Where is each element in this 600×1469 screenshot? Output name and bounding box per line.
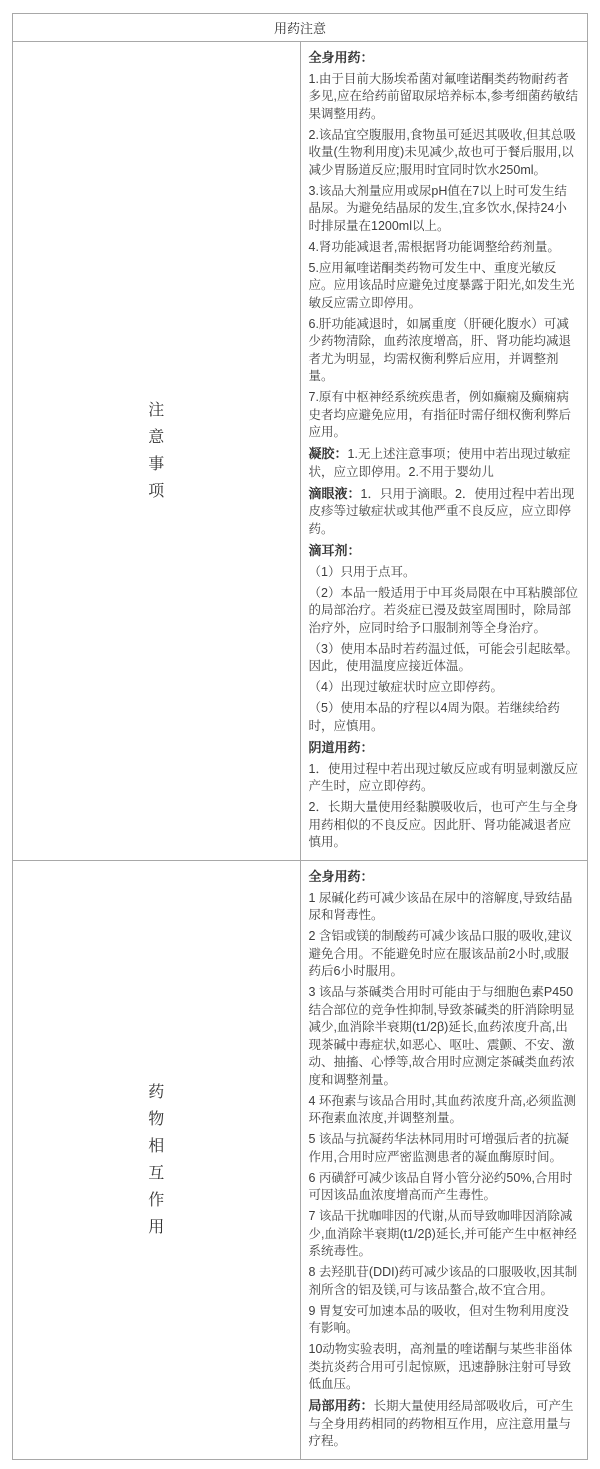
paragraph (309, 679, 580, 697)
paragraph-lead: 滴眼液： (308, 485, 361, 501)
paragraph (309, 183, 580, 236)
paragraph-text: 7 该品干扰咖啡因的代谢,从而导致咖啡因消除减少,血消除半衰期(t1/2β)延长,并可能产生中枢神经系统毒性。 (308, 1209, 577, 1258)
paragraph (309, 890, 580, 925)
paragraph (309, 564, 580, 582)
section-label-char: 意 (148, 428, 165, 446)
paragraph (309, 316, 580, 386)
paragraph-text: 6 丙磺舒可减少该品自肾小管分泌约50%,合用时可因该品血浓度增高而产生毒性。 (308, 1170, 573, 1202)
section-label-char: 项 (148, 482, 165, 500)
paragraph-text: 7.原有中枢神经系统疾患者，例如癫痫及癫痫病史者均应避免应用，有指征时需仔细权衡利弊后应用。 (308, 390, 572, 439)
paragraph (309, 445, 580, 481)
paragraph (309, 585, 580, 638)
paragraph-lead: 阴道用药： (308, 739, 374, 755)
table-title: 用药注意 (13, 14, 588, 42)
paragraph-text: （3）使用本品时若药温过低，可能会引起眩晕。因此，使用温度应接近体温。 (308, 641, 578, 673)
paragraph (309, 799, 580, 852)
paragraph-text: 10动物实验表明，高剂量的喹诺酮与某些非甾体类抗炎药合用可引起惊厥，迅速静脉注射可导致低血压。 (308, 1342, 573, 1391)
paragraph (309, 1170, 580, 1205)
paragraph (309, 71, 580, 124)
paragraph (309, 641, 580, 676)
paragraph-text: 1.无上述注意事项；使用中若出现过敏症状，应立即停用。2.不用于婴幼儿 (308, 447, 571, 479)
paragraph-lead: 全身用药： (308, 868, 374, 884)
paragraph (309, 1303, 580, 1338)
section-content-cell (300, 861, 588, 1460)
paragraph-text: （2）本品一般适用于中耳炎局限在中耳粘膜部位的局部治疗。若炎症已漫及鼓室周围时，除局部治疗外，应同时给予口服制剂等全身治疗。 (308, 585, 578, 635)
section-label (13, 403, 300, 500)
paragraph (309, 1208, 580, 1261)
paragraph-text: 1 尿碱化药可减少该品在尿中的溶解度,导致结晶尿和肾毒性。 (308, 890, 573, 922)
paragraph-text: 8 去羟肌苷(DDI)药可减少该品的口服吸收,因其制剂所含的铝及镁,可与该品螯合,故不宜合用。 (308, 1265, 578, 1297)
paragraph-text: 1．使用过程中若出现过敏反应或有明显刺激反应产生时，应立即停药。 (308, 761, 578, 793)
paragraph (309, 700, 580, 735)
section-label-char: 注 (148, 401, 165, 419)
paragraph-text: 2.该品宜空腹服用,食物虽可延迟其吸收,但其总吸收量(生物利用度)未见减少,故也可于餐后服用,以减少胃肠道反应;服用时宜同时饮水250ml。 (308, 127, 576, 177)
paragraph (309, 485, 580, 539)
paragraph-text: 4 环孢素与该品合用时,其血药浓度升高,必须监测环孢素血浓度,并调整剂量。 (308, 1093, 576, 1125)
section-label-char: 药 (148, 1083, 165, 1101)
paragraph-text: 5.应用氟喹诺酮类药物可发生中、重度光敏反应。应用该品时应避免过度暴露于阳光,如发生光敏反应需立即停用。 (308, 260, 575, 310)
section-label-char: 用 (148, 1218, 165, 1236)
section-label-char: 相 (148, 1137, 165, 1155)
paragraph-text: 6.肝功能减退时，如属重度（肝硬化腹水）可减少药物清除，血药浓度增高，肝、肾功能均减退者尤为明显，均需权衡利弊后应用，并调整剂量。 (308, 316, 572, 383)
paragraph (309, 1264, 580, 1299)
section-label-cell (13, 861, 301, 1460)
paragraph-text: 1.由于目前大肠埃希菌对氟喹诺酮类药物耐药者多见,应在给药前留取尿培养标本,参考细菌药敏结果调整用药。 (308, 71, 578, 121)
table-header (13, 14, 588, 42)
paragraph-text: 9 胃复安可加速本品的吸收，但对生物利用度没有影响。 (308, 1303, 569, 1335)
paragraph-text: 3.该品大剂量应用或尿pH值在7以上时可发生结晶尿。为避免结晶尿的发生,宜多饮水,保持24小时排尿量在1200ml以上。 (308, 183, 567, 233)
section-row (13, 861, 588, 1460)
paragraph-text: 5 该品与抗凝药华法林同用时可增强后者的抗凝作用,合用时应严密监测患者的凝血酶原时间。 (308, 1132, 569, 1164)
title-row (13, 14, 588, 42)
section-label-char: 事 (148, 455, 165, 473)
paragraph-text: （1）只用于点耳。 (308, 564, 416, 579)
table-body (13, 42, 588, 1460)
section-label-cell (13, 42, 301, 861)
paragraph-text: （4）出现过敏症状时应立即停药。 (308, 680, 503, 694)
section-row (13, 42, 588, 861)
paragraph-lead: 滴耳剂： (308, 542, 361, 558)
paragraph-lead: 局部用药： (308, 1398, 374, 1413)
section-label (13, 1085, 300, 1236)
paragraph (309, 1397, 580, 1451)
paragraph (309, 1341, 580, 1394)
paragraph (309, 868, 580, 887)
paragraph (309, 984, 580, 1089)
paragraph (309, 542, 580, 561)
section-label-char: 互 (148, 1164, 165, 1182)
paragraph (309, 260, 580, 313)
paragraph (309, 239, 580, 257)
paragraph (309, 761, 580, 796)
paragraph (309, 928, 580, 981)
section-label-char: 物 (148, 1110, 165, 1128)
paragraph-text: 长期大量使用经局部吸收后，可产生与全身用药相同的药物相互作用，应注意用量与疗程。 (308, 1399, 574, 1448)
paragraph-lead: 全身用药： (308, 49, 374, 65)
paragraph-lead: 凝胶： (308, 446, 348, 461)
paragraph-text: 3 该品与茶碱类合用时可能由于与细胞色素P450结合部位的竞争性抑制,导致茶碱类的肝消除明显减少,血消除半衰期(t1/2β)延长,血药浓度升高,出现茶碱中毒症状,如恶心、呕吐、震颤、不安、激动、抽搐、心悸等,故合用时应测定茶碱类血药浓度和调整剂量。 (308, 985, 575, 1087)
paragraph-text: 1．只用于滴眼。2．使用过程中若出现皮疹等过敏症状或其他严重不良反应，应立即停药。 (308, 486, 575, 536)
paragraph-text: 4.肾功能减退者,需根据肾功能调整给药剂量。 (308, 239, 560, 254)
paragraph (309, 49, 580, 68)
section-label-char: 作 (148, 1191, 165, 1209)
paragraph (309, 1093, 580, 1128)
paragraph (309, 389, 580, 442)
paragraph-text: 2．长期大量使用经黏膜吸收后，也可产生与全身用药相似的不良反应。因此肝、肾功能减退者应慎用。 (308, 800, 578, 849)
section-content-cell (300, 42, 588, 861)
medication-notice-table (12, 13, 588, 1460)
paragraph-text: （5）使用本品的疗程以4周为限。若继续给药时，应慎用。 (308, 701, 560, 733)
paragraph-text: 2 含铝或镁的制酸药可减少该品口服的吸收,建议避免合用。不能避免时应在服该品前2小时,或服药后6小时服用。 (308, 929, 573, 978)
paragraph (309, 127, 580, 180)
paragraph (309, 739, 580, 758)
paragraph (309, 1131, 580, 1166)
